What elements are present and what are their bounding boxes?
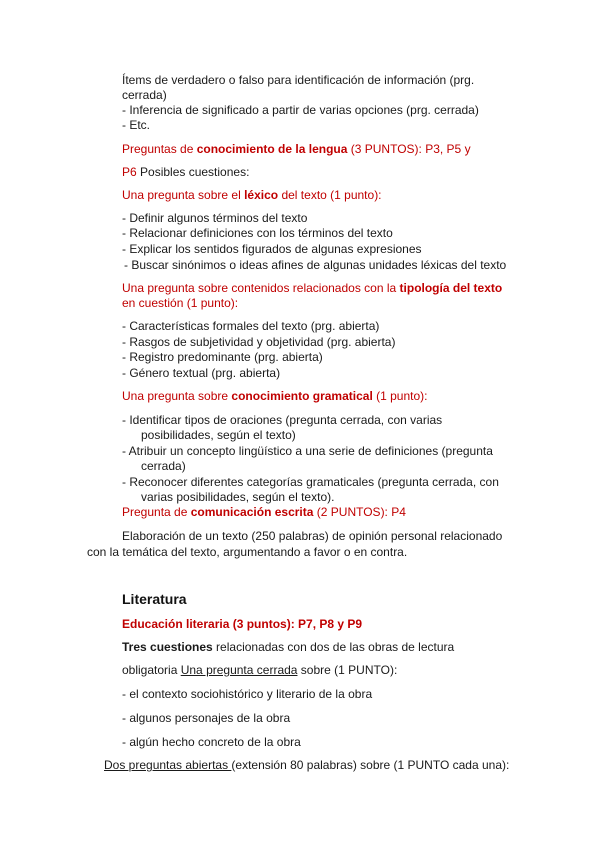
section-title-literatura: Literatura: [122, 591, 187, 607]
list-item: - Género textual (prg. abierta): [122, 366, 281, 380]
text-line: cerrada): [122, 88, 167, 102]
list-item: - Explicar los sentidos figurados de algunas expresiones: [122, 242, 422, 256]
list-item: - el contexto sociohistórico y literario de la obra: [122, 687, 373, 701]
text-line: P6 Posibles cuestiones:: [122, 165, 250, 179]
text-line: Ítems de verdadero o falso para identificación de información (prg.: [122, 73, 475, 87]
text-line: Elaboración de un texto (250 palabras) de opinión personal relacionado: [122, 529, 503, 543]
section-heading-conocimiento: Preguntas de conocimiento de la lengua (3 PUNTOS): P3, P5 y: [122, 142, 471, 156]
text-line: con la temática del texto, argumentando a favor o en contra.: [87, 545, 408, 559]
list-item-cont: cerrada): [141, 459, 186, 473]
text-line: - Inferencia de significado a partir de varias opciones (prg. cerrada): [122, 103, 479, 117]
list-item: - Características formales del texto (prg. abierta): [122, 319, 380, 333]
list-item: - Reconocer diferentes categorías gramaticales (pregunta cerrada, con: [122, 475, 499, 489]
list-item: - Identificar tipos de oraciones (pregunta cerrada, con varias: [122, 413, 443, 427]
list-item: - Rasgos de subjetividad y objetividad (prg. abierta): [122, 335, 396, 349]
text-line: obligatoria Una pregunta cerrada sobre (1 PUNTO):: [122, 663, 398, 677]
list-item: - Registro predominante (prg. abierta): [122, 350, 323, 364]
text-line: Tres cuestiones relacionadas con dos de las obras de lectura: [122, 640, 455, 654]
section-heading-lexico: Una pregunta sobre el léxico del texto (1 punto):: [122, 188, 382, 202]
subheading-educacion-literaria: Educación literaria (3 puntos): P7, P8 y P9: [122, 617, 363, 631]
list-item: - algún hecho concreto de la obra: [122, 735, 301, 749]
section-heading-tipologia: Una pregunta sobre contenidos relacionados con la tipología del texto: [122, 281, 503, 295]
text-line: - Etc.: [122, 118, 151, 132]
section-heading-gramatical: Una pregunta sobre conocimiento gramatical (1 punto):: [122, 389, 428, 403]
list-item-cont: posibilidades, según el texto): [141, 428, 296, 442]
list-item: - Definir algunos términos del texto: [122, 211, 308, 225]
list-item: - algunos personajes de la obra: [122, 711, 291, 725]
list-item-cont: varias posibilidades, según el texto).: [141, 490, 335, 504]
section-heading-tipologia-cont: en cuestión (1 punto):: [122, 296, 239, 310]
list-item: - Atribuir un concepto lingüístico a una serie de definiciones (pregunta: [122, 444, 493, 458]
text-line: Dos preguntas abiertas (extensión 80 palabras) sobre (1 PUNTO cada una):: [104, 758, 510, 772]
section-heading-escrita: Pregunta de comunicación escrita (2 PUNTOS): P4: [122, 505, 406, 519]
list-item: - Relacionar definiciones con los términos del texto: [122, 226, 393, 240]
list-item: - Buscar sinónimos o ideas afines de algunas unidades léxicas del texto: [124, 258, 507, 272]
